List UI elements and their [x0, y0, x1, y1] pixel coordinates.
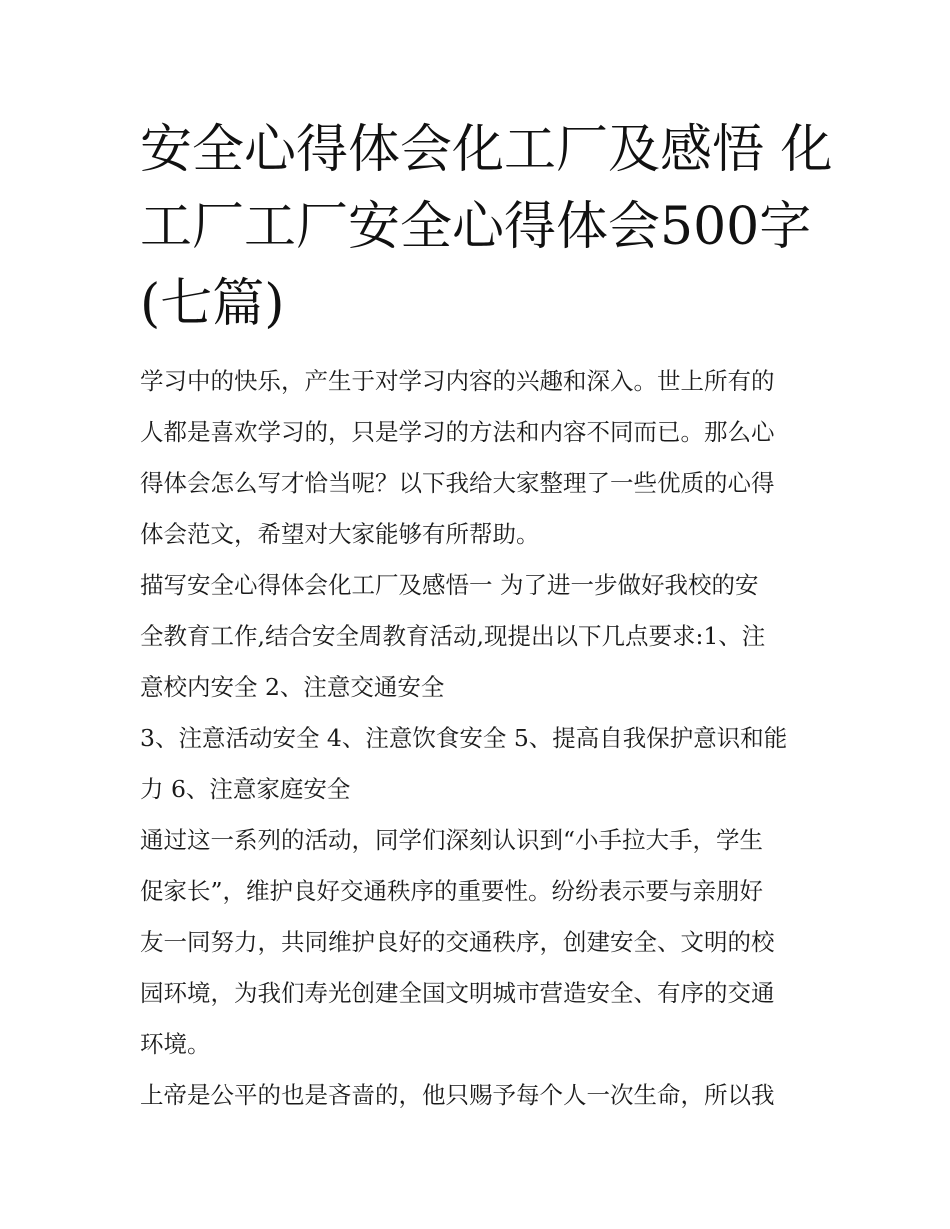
paragraph-intro: [140, 356, 820, 560]
text-line: 意校内安全 2、注意交通安全: [140, 673, 445, 701]
text-line: 促家长”，维护良好交通秩序的重要性。纷纷表示要与亲朋好: [140, 877, 764, 905]
document-body: [140, 356, 820, 1121]
title-line: 工厂工厂安全心得体会500字: [140, 197, 812, 257]
text-line: 体会范文，希望对大家能够有所帮助。: [140, 520, 540, 548]
text-line: 学习中的快乐，产生于对学习内容的兴趣和深入。世上所有的: [140, 367, 775, 395]
text-line: 上帝是公平的也是吝啬的，他只赐予每个人一次生命，所以我: [140, 1081, 775, 1109]
title-line: 安全心得体会化工厂及感悟 化: [140, 120, 833, 180]
text-line: 得体会怎么写才恰当呢？以下我给大家整理了一些优质的心得: [140, 469, 775, 497]
text-line: 全教育工作,结合安全周教育活动,现提出以下几点要求:1、注: [140, 622, 766, 650]
text-line: 园环境，为我们寿光创建全国文明城市营造安全、有序的交通: [140, 979, 775, 1007]
title-line: (七篇): [140, 274, 285, 334]
paragraph-essay-one: [140, 560, 820, 713]
text-line: 人都是喜欢学习的，只是学习的方法和内容不同而已。那么心: [140, 418, 775, 446]
text-line: 3、注意活动安全 4、注意饮食安全 5、提高自我保护意识和能: [140, 724, 788, 752]
paragraph-activities: [140, 815, 820, 1070]
text-line: 力 6、注意家庭安全: [140, 775, 351, 803]
text-line: 通过这一系列的活动，同学们深刻认识到“小手拉大手，学生: [140, 826, 764, 854]
paragraph-life: [140, 1070, 820, 1121]
paragraph-requirements: [140, 713, 820, 815]
text-line: 环境。: [140, 1030, 211, 1058]
document-title: [140, 112, 833, 343]
text-line: 友一同努力，共同维护良好的交通秩序，创建安全、文明的校: [140, 928, 775, 956]
text-line: 描写安全心得体会化工厂及感悟一 为了进一步做好我校的安: [140, 571, 759, 599]
